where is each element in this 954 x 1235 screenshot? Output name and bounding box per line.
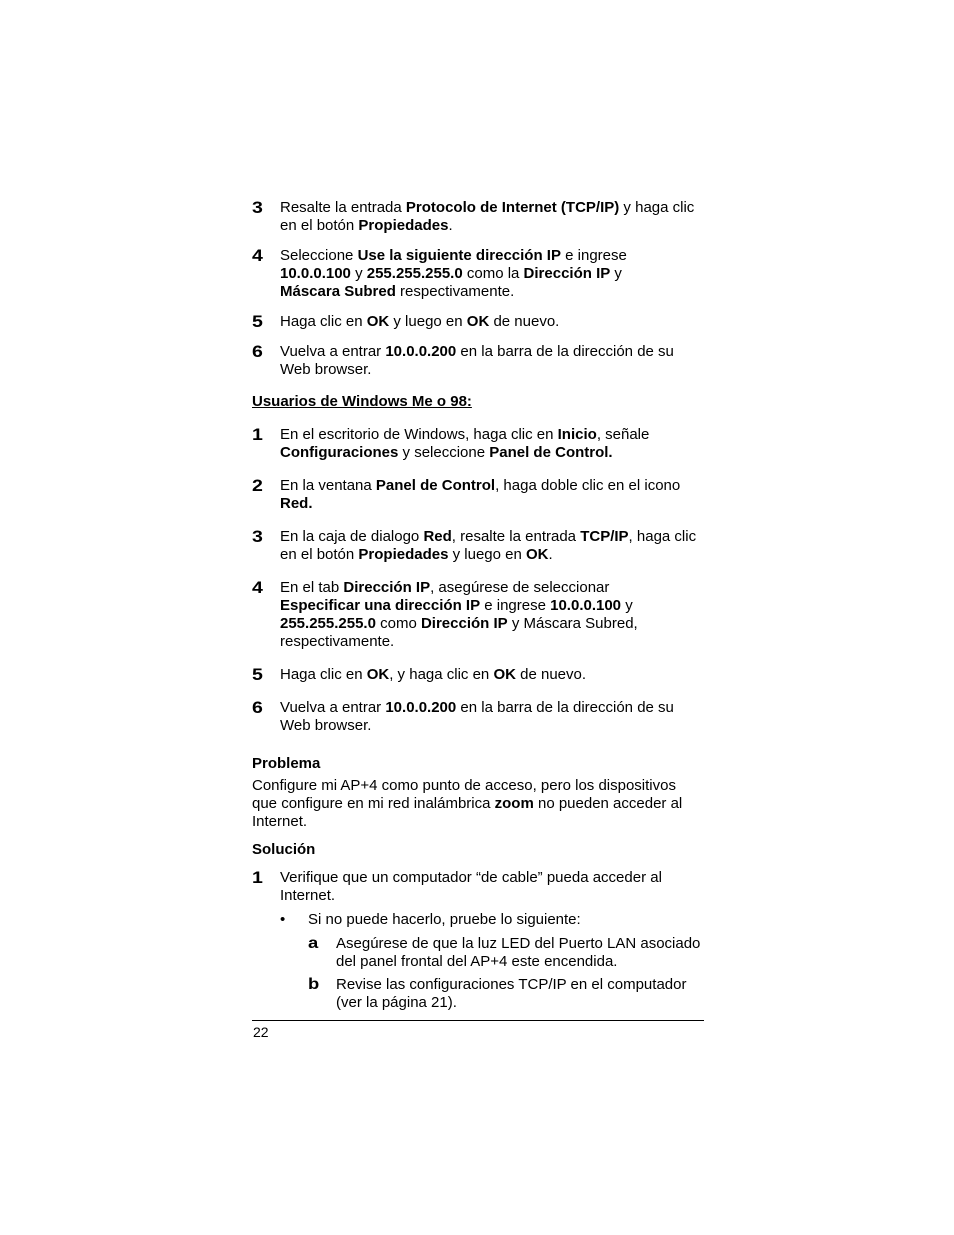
problem-text: Configure mi AP+4 como punto de acceso, pero los dispositivos que configure en mi red inalámbrica zoom no pueden acceder al Internet. — [252, 777, 683, 830]
step-number: 1 — [252, 868, 263, 887]
step-item: 5 Haga clic en OK y luego en OK de nuevo. — [252, 312, 560, 331]
step-number: 5 — [252, 312, 263, 331]
step-number: 6 — [252, 698, 263, 717]
bullet-item: • Si no puede hacerlo, pruebe lo siguiente: — [280, 911, 581, 928]
step-item: 2 En la ventana Panel de Control, haga doble clic en el icono Red. — [252, 476, 681, 512]
step-number: 5 — [252, 665, 263, 684]
sub-item-letter: a — [308, 935, 319, 952]
step-item: 6 Vuelva a entrar 10.0.0.200 en la barra de la dirección de su Web browser. — [252, 698, 674, 734]
step-item: 6 Vuelva a entrar 10.0.0.200 en la barra de la dirección de su Web browser. — [252, 342, 674, 378]
page-content — [252, 199, 704, 1012]
sub-item: a Asegúrese de que la luz LED del Puerto LAN asociado del panel frontal del AP+4 este encendida. — [308, 935, 701, 970]
step-item: 5 Haga clic en OK, y haga clic en OK de nuevo. — [252, 665, 587, 684]
footer-rule — [252, 1020, 704, 1021]
page-number: 22 — [253, 1024, 269, 1040]
section-title: Usuarios de Windows Me o 98: — [252, 393, 472, 410]
step-item: 1 Verifique que un computador “de cable” pueda acceder al Internet. — [252, 868, 662, 904]
step-number: 4 — [252, 246, 263, 265]
step-number: 3 — [252, 527, 263, 546]
step-number: 6 — [252, 342, 263, 361]
step-item: 1 En el escritorio de Windows, haga clic en Inicio, señale Configuraciones y seleccione Panel de Control. — [252, 425, 650, 461]
sub-item-letter: b — [308, 976, 320, 993]
step-number: 4 — [252, 578, 263, 597]
bullet-icon: • — [280, 911, 286, 928]
step-number: 3 — [252, 198, 263, 217]
solution-title: Solución — [252, 841, 316, 858]
step-item: 3 Resalte la entrada Protocolo de Internet (TCP/IP) y haga clic en el botón Propiedades. — [252, 198, 695, 234]
problem-title: Problema — [252, 755, 321, 772]
sub-item: b Revise las configuraciones TCP/IP en el computador (ver la página 21). — [308, 976, 687, 1011]
step-number: 2 — [252, 476, 263, 495]
step-item: 3 En la caja de dialogo Red, resalte la entrada TCP/IP, haga clic en el botón Propiedades y luego en OK. — [252, 527, 697, 563]
step-item: 4 En el tab Dirección IP, asegúrese de seleccionar Especificar una dirección IP e ingrese 10.0.0.100 y 255.255.255.0 como Dirección IP y Máscara Subred, respectivamente. — [252, 578, 638, 650]
step-item: 4 Seleccione Use la siguiente dirección IP e ingrese 10.0.0.100 y 255.255.255.0 como la Dirección IP y Máscara Subred respectivamente. — [252, 246, 627, 300]
step-number: 1 — [252, 425, 263, 444]
